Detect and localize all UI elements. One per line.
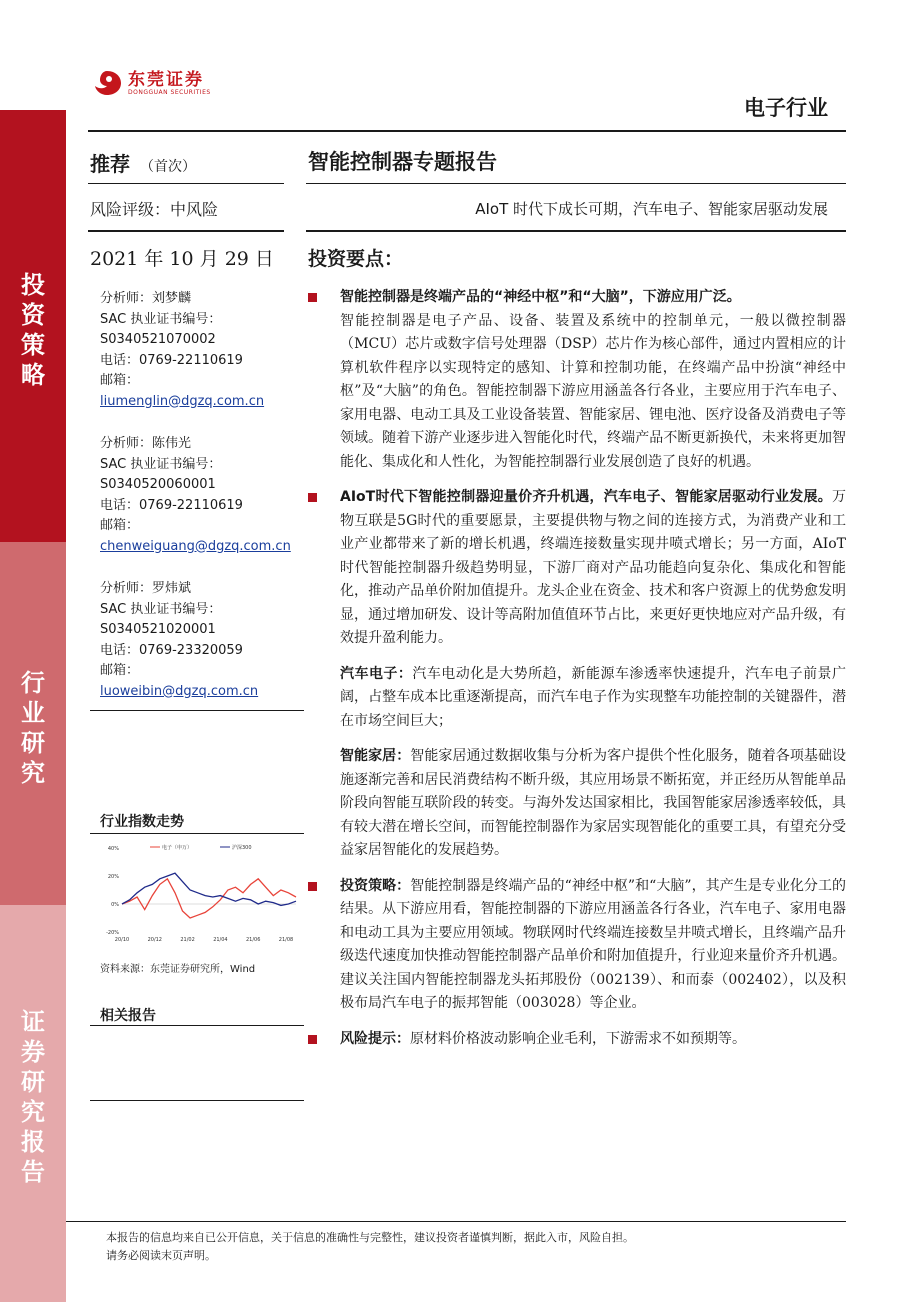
analyst-name: 分析师：罗炜斌	[100, 581, 192, 596]
disclaimer	[106, 1229, 634, 1265]
point-body: 万物互联是5G时代的重要愿景，主要提供物与物之间的连接方式，为消费产业和工业产业都带来了新的增长机遇，终端连接数量实现井喷式增长；另一方面，AIoT时代智能控制器升级趋势明显，下游厂商对产品功能趋向复杂化、集成化和智能化，推动产品单价附加值提升。龙头企业在资金、技术和客户资源上的优势愈发明显，通过增加研发、设计等高附加值值环节占比，来更好更快地应对产品升级，有效提升盈利能力。	[340, 489, 846, 646]
y-tick-label: 0%	[111, 902, 119, 908]
series-line-csi300	[122, 873, 296, 905]
series-line-electronics	[122, 879, 296, 918]
point-applications	[308, 286, 846, 474]
point-risk	[308, 1028, 846, 1052]
side-band-report: 证 券 研 究 报 告	[0, 905, 66, 1302]
point-heading: 投资策略：	[340, 877, 411, 894]
related-rule-bottom	[90, 1100, 304, 1101]
analyst-name: 分析师：刘梦麟	[100, 291, 192, 306]
analyst-email-link[interactable]: liumenglin@dgzq.com.cn	[100, 393, 265, 409]
side-band-strategy: 投 资 策 略	[0, 110, 66, 542]
analyst-email-link[interactable]: chenweiguang@dgzq.com.cn	[100, 538, 291, 554]
analyst-cert-label: SAC 执业证书编号：	[100, 601, 222, 617]
chart-source: 资料来源：东莞证券研究所，Wind	[100, 964, 256, 975]
analyst-rule	[90, 710, 304, 711]
title-rule-right	[306, 183, 846, 184]
y-tick-label: 20%	[107, 874, 119, 880]
report-title: 智能控制器专题报告	[308, 150, 497, 174]
investment-points	[308, 286, 846, 1063]
analyst-phone: 电话：0769-22110619	[100, 352, 243, 368]
index-trend-svg	[100, 838, 300, 950]
analyst-card	[100, 579, 300, 702]
analyst-email-label: 邮箱：	[100, 518, 140, 533]
analyst-phone: 电话：0769-22110619	[100, 497, 243, 513]
point-body: 原材料价格波动影响企业毛利，下游需求不如预期等。	[410, 1030, 746, 1047]
analyst-cert-label: SAC 执业证书编号：	[100, 456, 222, 472]
analyst-cert-label: SAC 执业证书编号：	[100, 311, 222, 327]
risk-rating: 风险评级：中风险	[90, 200, 219, 219]
point-auto-electronics	[308, 663, 846, 734]
legend-label: 沪深300	[232, 845, 252, 851]
related-rule-top	[90, 1025, 304, 1026]
analyst-email-label: 邮箱：	[100, 373, 140, 388]
industry-label: 电子行业	[744, 96, 828, 120]
y-tick-label: -20%	[106, 930, 119, 936]
title-rule-left	[88, 183, 284, 184]
logo-name: 东莞证券	[128, 69, 204, 90]
side-band-industry: 行 业 研 究	[0, 542, 66, 905]
index-trend-heading: 行业指数走势	[100, 814, 184, 830]
report-subtitle: AIoT 时代下成长可期，汽车电子、智能家居驱动发展	[475, 200, 828, 218]
point-heading: 风险提示：	[340, 1030, 410, 1047]
investment-points-title: 投资要点：	[308, 248, 404, 270]
point-aiot	[308, 486, 846, 651]
analyst-email-label: 邮箱：	[100, 663, 140, 678]
subtitle-rule-left	[88, 230, 284, 232]
x-tick-label: 21/04	[213, 937, 228, 943]
logo-name-en: DONGGUAN SECURITIES	[128, 88, 211, 96]
rating-note: （首次）	[140, 159, 196, 175]
analyst-email-link[interactable]: luoweibin@dgzq.com.cn	[100, 683, 259, 699]
footer-rule	[66, 1221, 846, 1222]
point-heading: 智能控制器是终端产品的“神经中枢”和“大脑”，下游应用广泛。	[340, 289, 741, 305]
legend-label: 电子（申万）	[162, 845, 193, 851]
x-tick-label: 21/02	[180, 937, 195, 943]
rating	[90, 148, 196, 177]
analyst-phone: 电话：0769-23320059	[100, 642, 243, 658]
x-tick-label: 21/06	[245, 937, 261, 943]
disclaimer-line: 请务必阅读末页声明。	[106, 1249, 216, 1262]
point-heading: AIoT时代下智能控制器迎量价齐升机遇，汽车电子、智能家居驱动行业发展。	[340, 489, 832, 505]
point-body: 智能控制器是电子产品、设备、装置及系统中的控制单元，一般以微控制器（MCU）芯片或数字信号处理器（DSP）芯片作为核心部件，通过内置相应的计算机软件程序以实现特定的感知、计算和控制功能，在终端产品中扮演“神经中枢”及“大脑”的角色。智能控制器下游应用涵盖各行各业，主要应用于汽车电子、家用电器、电动工具及工业设备装置、智能家居、锂电池、医疗设备及消费电子等领域。随着下游产业逐步进入智能化时代，终端产品不断更新换代，未来将更加智能化、集成化和人性化，为智能控制器行业发展创造了良好的机遇。	[340, 312, 846, 470]
point-body: 智能家居通过数据收集与分析为客户提供个性化服务，随着各项基础设施逐渐完善和居民消费结构不断升级，其应用场景不断拓宽，并正经历从智能单品阶段向智能互联阶段的转变。与海外发达国家相比，我国智能家居渗透率较低，具有较大潜在增长空间，而智能控制器作为家居实现智能化的重要工具，有望充分受益家居智能化的发展趋势。	[340, 748, 847, 858]
point-heading: 智能家居：	[340, 748, 411, 764]
analyst-card	[100, 289, 300, 412]
point-body: 智能控制器是终端产品的“神经中枢”和“大脑”，其产生是专业化分工的结果。从下游应用看，智能控制器的下游应用涵盖各行各业，汽车电子、家用电器和电动工具为主要应用领域。物联网时代终端连接数呈井喷式增长，且终端产品升级迭代速度加快推动智能控制器产品单价和附加值提升，行业迎来量价齐升机遇。建议关注国内智能控制器龙头拓邦股份（002139）、和而泰（002402），以及积极布局汽车电子的振邦智能（003028）等企业。	[340, 877, 846, 1011]
analyst-list	[100, 289, 300, 724]
disclaimer-line: 本报告的信息均来自已公开信息，关于信息的准确性与完整性，建议投资者谨慎判断，据此入市，风险自担。	[106, 1231, 634, 1244]
x-tick-label: 20/12	[147, 937, 163, 943]
analyst-card	[100, 434, 300, 557]
point-smart-home	[308, 745, 846, 863]
point-heading: 汽车电子：	[340, 665, 413, 682]
y-tick-label: 40%	[107, 846, 119, 852]
point-strategy	[308, 875, 846, 1016]
logo-mark-icon	[92, 70, 122, 96]
index-trend-chart	[100, 838, 300, 950]
x-tick-label: 21/08	[278, 937, 294, 943]
point-body: 汽车电动化是大势所趋，新能源车渗透率快速提升，汽车电子前景广阔，占整车成本比重逐渐提高，而汽车电子作为实现整车功能控制的关键器件，潜在市场空间巨大；	[340, 665, 847, 729]
index-trend-rule	[90, 833, 304, 834]
subtitle-rule-right	[306, 230, 846, 232]
related-reports-heading: 相关报告	[100, 1008, 156, 1024]
analyst-cert: S0340520060001	[100, 477, 216, 492]
rating-label: 推荐	[90, 152, 130, 176]
analyst-name: 分析师：陈伟光	[100, 436, 192, 451]
analyst-cert: S0340521020001	[100, 622, 216, 637]
analyst-cert: S0340521070002	[100, 332, 216, 347]
company-logo	[92, 70, 211, 96]
report-date: 2021 年 10 月 29 日	[90, 248, 274, 270]
x-tick-label: 20/10	[114, 937, 130, 943]
header-rule	[88, 130, 846, 132]
